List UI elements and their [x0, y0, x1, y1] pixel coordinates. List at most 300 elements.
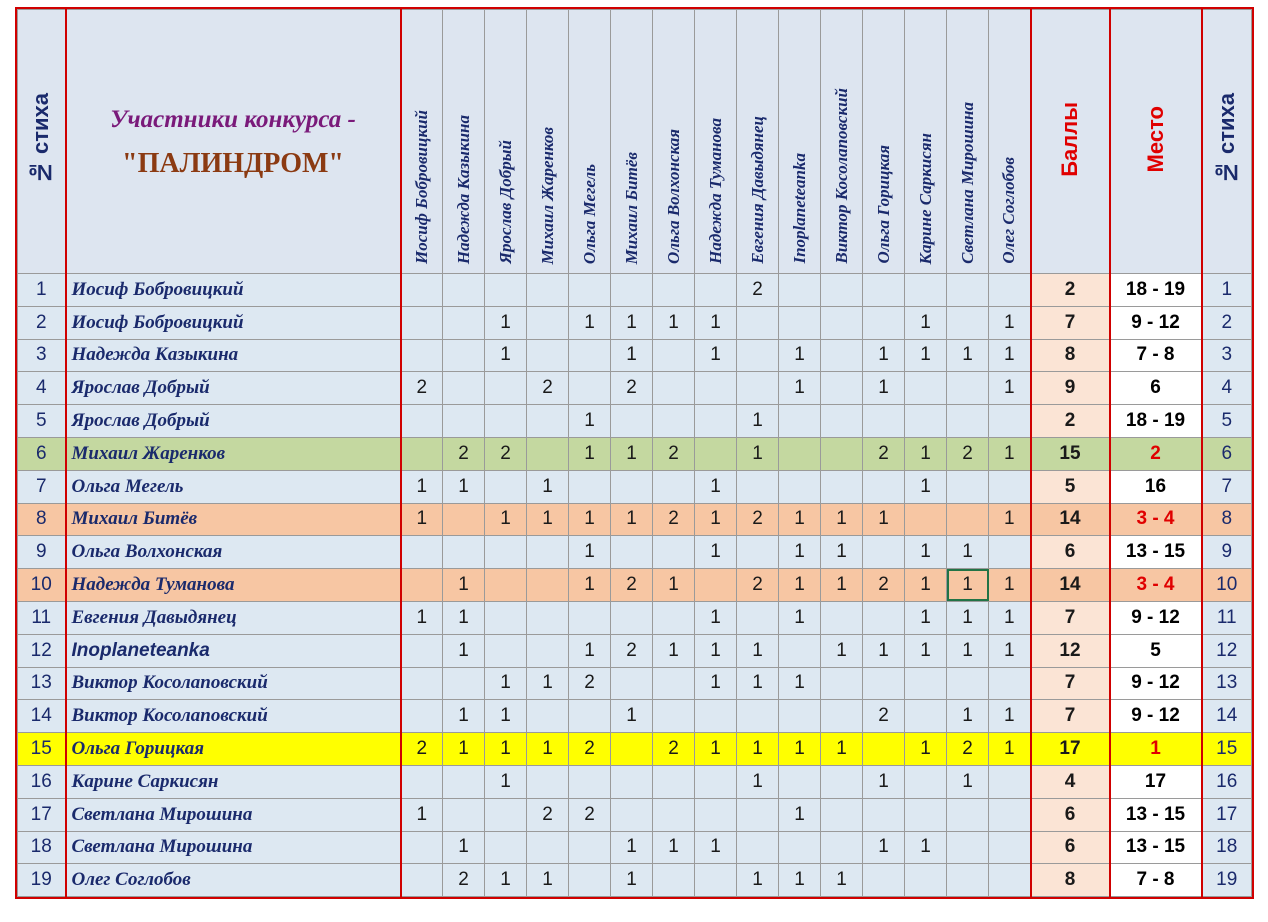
vote-cell[interactable]: [401, 765, 443, 798]
vote-cell[interactable]: 1: [569, 536, 611, 569]
vote-cell[interactable]: [737, 798, 779, 831]
vote-cell[interactable]: 1: [737, 733, 779, 766]
vote-cell[interactable]: [779, 405, 821, 438]
place-cell[interactable]: 9 - 12: [1110, 601, 1202, 634]
vote-cell[interactable]: [527, 437, 569, 470]
participant-name[interactable]: Виктор Косолаповский: [66, 667, 401, 700]
vote-cell[interactable]: 2: [569, 733, 611, 766]
vote-cell[interactable]: 1: [989, 634, 1031, 667]
vote-cell[interactable]: 1: [905, 634, 947, 667]
vote-cell[interactable]: [695, 700, 737, 733]
vote-cell[interactable]: 1: [485, 733, 527, 766]
score-cell[interactable]: 7: [1031, 667, 1110, 700]
poem-number[interactable]: 14: [18, 700, 66, 733]
vote-cell[interactable]: [485, 601, 527, 634]
num-column-header[interactable]: [18, 10, 66, 274]
score-cell[interactable]: 6: [1031, 798, 1110, 831]
vote-cell[interactable]: 1: [821, 536, 863, 569]
place-column-header[interactable]: [1110, 10, 1202, 274]
vote-cell[interactable]: [569, 274, 611, 307]
vote-cell[interactable]: [443, 798, 485, 831]
vote-cell[interactable]: 2: [653, 437, 695, 470]
vote-cell[interactable]: [821, 601, 863, 634]
vote-cell[interactable]: 1: [989, 733, 1031, 766]
vote-cell[interactable]: 1: [695, 733, 737, 766]
juror-header-13[interactable]: [905, 10, 947, 274]
poem-number[interactable]: 13: [18, 667, 66, 700]
place-cell[interactable]: 1: [1110, 733, 1202, 766]
vote-cell[interactable]: 1: [779, 667, 821, 700]
vote-cell[interactable]: [947, 831, 989, 864]
vote-cell[interactable]: [821, 765, 863, 798]
contest-title-cell[interactable]: [66, 10, 401, 274]
vote-cell[interactable]: [905, 372, 947, 405]
vote-cell[interactable]: 1: [947, 339, 989, 372]
vote-cell[interactable]: [611, 601, 653, 634]
vote-cell[interactable]: [569, 601, 611, 634]
vote-cell[interactable]: 2: [863, 700, 905, 733]
vote-cell[interactable]: [989, 470, 1031, 503]
poem-number[interactable]: 8: [18, 503, 66, 536]
vote-cell[interactable]: [569, 700, 611, 733]
vote-cell[interactable]: [527, 601, 569, 634]
juror-header-14[interactable]: [947, 10, 989, 274]
participant-name[interactable]: Надежда Туманова: [66, 569, 401, 602]
vote-cell[interactable]: [527, 405, 569, 438]
vote-cell[interactable]: 1: [737, 864, 779, 897]
vote-cell[interactable]: [569, 339, 611, 372]
vote-cell[interactable]: 1: [443, 634, 485, 667]
vote-cell[interactable]: 1: [737, 405, 779, 438]
poem-number-right[interactable]: 15: [1202, 733, 1252, 766]
vote-cell[interactable]: 1: [821, 569, 863, 602]
vote-cell[interactable]: [401, 634, 443, 667]
vote-cell[interactable]: 1: [989, 569, 1031, 602]
vote-cell[interactable]: 1: [905, 470, 947, 503]
vote-cell[interactable]: [653, 405, 695, 438]
score-cell[interactable]: 8: [1031, 864, 1110, 897]
vote-cell[interactable]: [821, 667, 863, 700]
vote-cell[interactable]: [947, 667, 989, 700]
vote-cell[interactable]: [611, 536, 653, 569]
vote-cell[interactable]: [779, 437, 821, 470]
vote-cell[interactable]: [653, 536, 695, 569]
vote-cell[interactable]: 1: [527, 667, 569, 700]
vote-cell[interactable]: 1: [401, 601, 443, 634]
vote-cell[interactable]: 2: [401, 733, 443, 766]
vote-cell[interactable]: 2: [737, 503, 779, 536]
place-cell[interactable]: 18 - 19: [1110, 274, 1202, 307]
vote-cell[interactable]: 1: [401, 470, 443, 503]
vote-cell[interactable]: 1: [821, 864, 863, 897]
vote-cell[interactable]: 1: [863, 634, 905, 667]
vote-cell[interactable]: [737, 831, 779, 864]
vote-cell[interactable]: [401, 569, 443, 602]
score-cell[interactable]: 7: [1031, 306, 1110, 339]
place-cell[interactable]: 2: [1110, 437, 1202, 470]
vote-cell[interactable]: 2: [443, 437, 485, 470]
vote-cell[interactable]: [779, 634, 821, 667]
poem-number[interactable]: 1: [18, 274, 66, 307]
vote-cell[interactable]: 1: [695, 306, 737, 339]
vote-cell[interactable]: [695, 405, 737, 438]
vote-cell[interactable]: 2: [443, 864, 485, 897]
vote-cell[interactable]: [401, 831, 443, 864]
juror-header-12[interactable]: [863, 10, 905, 274]
poem-number-right[interactable]: 12: [1202, 634, 1252, 667]
vote-cell[interactable]: 1: [611, 700, 653, 733]
vote-cell[interactable]: [443, 274, 485, 307]
vote-cell[interactable]: [611, 274, 653, 307]
vote-cell[interactable]: 2: [947, 437, 989, 470]
vote-cell[interactable]: [863, 405, 905, 438]
vote-cell[interactable]: [905, 503, 947, 536]
vote-cell[interactable]: [569, 864, 611, 897]
vote-cell[interactable]: [527, 634, 569, 667]
vote-cell[interactable]: [821, 798, 863, 831]
vote-cell[interactable]: 1: [695, 601, 737, 634]
vote-cell[interactable]: 1: [989, 339, 1031, 372]
place-cell[interactable]: 18 - 19: [1110, 405, 1202, 438]
score-cell[interactable]: 9: [1031, 372, 1110, 405]
vote-cell[interactable]: [947, 798, 989, 831]
participant-name[interactable]: Ольга Горицкая: [66, 733, 401, 766]
vote-cell[interactable]: [653, 339, 695, 372]
score-cell[interactable]: 15: [1031, 437, 1110, 470]
place-cell[interactable]: 9 - 12: [1110, 306, 1202, 339]
vote-cell[interactable]: [821, 700, 863, 733]
vote-cell[interactable]: [989, 864, 1031, 897]
vote-cell[interactable]: [401, 437, 443, 470]
vote-cell[interactable]: [401, 405, 443, 438]
vote-cell[interactable]: [401, 536, 443, 569]
vote-cell[interactable]: 1: [905, 536, 947, 569]
vote-cell[interactable]: 1: [989, 601, 1031, 634]
vote-cell[interactable]: 1: [779, 798, 821, 831]
vote-cell[interactable]: 1: [779, 864, 821, 897]
vote-cell[interactable]: [989, 798, 1031, 831]
vote-cell[interactable]: [653, 470, 695, 503]
vote-cell[interactable]: 1: [653, 569, 695, 602]
score-cell[interactable]: 2: [1031, 274, 1110, 307]
vote-cell[interactable]: 1: [821, 503, 863, 536]
vote-cell[interactable]: 2: [527, 798, 569, 831]
poem-number[interactable]: 2: [18, 306, 66, 339]
vote-cell[interactable]: 1: [863, 372, 905, 405]
vote-cell[interactable]: 2: [611, 634, 653, 667]
juror-header-6[interactable]: [611, 10, 653, 274]
vote-cell[interactable]: 1: [401, 798, 443, 831]
place-cell[interactable]: 13 - 15: [1110, 798, 1202, 831]
poem-number-right[interactable]: 19: [1202, 864, 1252, 897]
vote-cell[interactable]: [527, 831, 569, 864]
vote-cell[interactable]: 1: [695, 831, 737, 864]
vote-cell[interactable]: [653, 601, 695, 634]
poem-number-right[interactable]: 6: [1202, 437, 1252, 470]
vote-cell[interactable]: [989, 667, 1031, 700]
vote-cell[interactable]: 2: [527, 372, 569, 405]
vote-cell[interactable]: 2: [485, 437, 527, 470]
vote-cell[interactable]: [569, 765, 611, 798]
vote-cell[interactable]: 1: [569, 503, 611, 536]
juror-header-11[interactable]: [821, 10, 863, 274]
place-cell[interactable]: 7 - 8: [1110, 864, 1202, 897]
vote-cell[interactable]: [989, 405, 1031, 438]
vote-cell[interactable]: 1: [989, 503, 1031, 536]
participant-name[interactable]: Inoplaneteanka: [66, 634, 401, 667]
vote-cell[interactable]: 1: [611, 864, 653, 897]
vote-cell[interactable]: [443, 339, 485, 372]
score-cell[interactable]: 17: [1031, 733, 1110, 766]
poem-number-right[interactable]: 16: [1202, 765, 1252, 798]
participant-name[interactable]: Ольга Волхонская: [66, 536, 401, 569]
place-cell[interactable]: 9 - 12: [1110, 667, 1202, 700]
vote-cell[interactable]: 1: [443, 470, 485, 503]
poem-number-right[interactable]: 7: [1202, 470, 1252, 503]
place-cell[interactable]: 17: [1110, 765, 1202, 798]
vote-cell[interactable]: 1: [569, 569, 611, 602]
participant-name[interactable]: Ярослав Добрый: [66, 405, 401, 438]
vote-cell[interactable]: [863, 306, 905, 339]
vote-cell[interactable]: 1: [695, 339, 737, 372]
poem-number[interactable]: 9: [18, 536, 66, 569]
poem-number-right[interactable]: 5: [1202, 405, 1252, 438]
participant-name[interactable]: Надежда Казыкина: [66, 339, 401, 372]
vote-cell[interactable]: [485, 372, 527, 405]
poem-number-right[interactable]: 13: [1202, 667, 1252, 700]
vote-cell[interactable]: [443, 765, 485, 798]
vote-cell[interactable]: 1: [779, 601, 821, 634]
poem-number[interactable]: 5: [18, 405, 66, 438]
vote-cell[interactable]: 1: [611, 339, 653, 372]
juror-header-9[interactable]: [737, 10, 779, 274]
vote-cell[interactable]: 1: [905, 831, 947, 864]
score-cell[interactable]: 6: [1031, 831, 1110, 864]
poem-number[interactable]: 12: [18, 634, 66, 667]
vote-cell[interactable]: 1: [821, 634, 863, 667]
vote-cell[interactable]: [737, 372, 779, 405]
vote-cell[interactable]: 1: [905, 733, 947, 766]
juror-header-3[interactable]: [485, 10, 527, 274]
vote-cell[interactable]: 1: [485, 339, 527, 372]
vote-cell[interactable]: [485, 470, 527, 503]
participant-name[interactable]: Михаил Битёв: [66, 503, 401, 536]
juror-header-7[interactable]: [653, 10, 695, 274]
vote-cell[interactable]: 2: [863, 437, 905, 470]
vote-cell[interactable]: [821, 372, 863, 405]
vote-cell[interactable]: [653, 372, 695, 405]
vote-cell[interactable]: [527, 339, 569, 372]
juror-header-8[interactable]: [695, 10, 737, 274]
vote-cell[interactable]: [905, 864, 947, 897]
participant-name[interactable]: Евгения Давыдянец: [66, 601, 401, 634]
vote-cell[interactable]: 1: [485, 700, 527, 733]
vote-cell[interactable]: 1: [779, 503, 821, 536]
place-cell[interactable]: 16: [1110, 470, 1202, 503]
vote-cell[interactable]: [611, 733, 653, 766]
vote-cell[interactable]: 1: [653, 306, 695, 339]
score-column-header[interactable]: [1031, 10, 1110, 274]
vote-cell[interactable]: 1: [527, 470, 569, 503]
vote-cell[interactable]: [779, 274, 821, 307]
vote-cell[interactable]: 1: [863, 503, 905, 536]
vote-cell[interactable]: 1: [779, 372, 821, 405]
score-cell[interactable]: 8: [1031, 339, 1110, 372]
place-cell[interactable]: 9 - 12: [1110, 700, 1202, 733]
vote-cell[interactable]: 1: [737, 437, 779, 470]
place-cell[interactable]: 3 - 4: [1110, 503, 1202, 536]
participant-name[interactable]: Светлана Мирошина: [66, 798, 401, 831]
num-column-header-right[interactable]: [1202, 10, 1252, 274]
vote-cell[interactable]: [737, 339, 779, 372]
vote-cell[interactable]: 1: [569, 634, 611, 667]
poem-number[interactable]: 18: [18, 831, 66, 864]
vote-cell[interactable]: [611, 667, 653, 700]
juror-header-2[interactable]: [443, 10, 485, 274]
vote-cell[interactable]: [863, 536, 905, 569]
vote-cell[interactable]: [401, 274, 443, 307]
vote-cell[interactable]: 1: [695, 470, 737, 503]
vote-cell[interactable]: 1: [779, 569, 821, 602]
juror-header-1[interactable]: [401, 10, 443, 274]
vote-cell[interactable]: 1: [569, 437, 611, 470]
vote-cell[interactable]: [653, 765, 695, 798]
vote-cell[interactable]: [695, 798, 737, 831]
vote-cell[interactable]: 1: [947, 569, 989, 602]
vote-cell[interactable]: [695, 765, 737, 798]
participant-name[interactable]: Олег Соглобов: [66, 864, 401, 897]
vote-cell[interactable]: 1: [527, 733, 569, 766]
vote-cell[interactable]: 1: [863, 339, 905, 372]
vote-cell[interactable]: 1: [905, 601, 947, 634]
poem-number[interactable]: 10: [18, 569, 66, 602]
score-cell[interactable]: 4: [1031, 765, 1110, 798]
vote-cell[interactable]: [443, 503, 485, 536]
vote-cell[interactable]: 1: [401, 503, 443, 536]
vote-cell[interactable]: 2: [737, 569, 779, 602]
vote-cell[interactable]: 1: [695, 667, 737, 700]
vote-cell[interactable]: 2: [401, 372, 443, 405]
vote-cell[interactable]: 2: [653, 733, 695, 766]
vote-cell[interactable]: 1: [485, 306, 527, 339]
vote-cell[interactable]: [569, 831, 611, 864]
vote-cell[interactable]: 1: [947, 536, 989, 569]
score-cell[interactable]: 14: [1031, 503, 1110, 536]
juror-header-4[interactable]: [527, 10, 569, 274]
vote-cell[interactable]: [947, 470, 989, 503]
vote-cell[interactable]: [863, 864, 905, 897]
score-cell[interactable]: 6: [1031, 536, 1110, 569]
vote-cell[interactable]: 2: [569, 667, 611, 700]
juror-header-10[interactable]: [779, 10, 821, 274]
vote-cell[interactable]: 1: [485, 765, 527, 798]
vote-cell[interactable]: [779, 765, 821, 798]
vote-cell[interactable]: [401, 306, 443, 339]
vote-cell[interactable]: 1: [989, 700, 1031, 733]
vote-cell[interactable]: 1: [821, 733, 863, 766]
vote-cell[interactable]: [695, 372, 737, 405]
vote-cell[interactable]: 1: [611, 306, 653, 339]
vote-cell[interactable]: [401, 667, 443, 700]
vote-cell[interactable]: [905, 700, 947, 733]
vote-cell[interactable]: 1: [779, 536, 821, 569]
vote-cell[interactable]: 1: [485, 667, 527, 700]
vote-cell[interactable]: [443, 306, 485, 339]
vote-cell[interactable]: 2: [737, 274, 779, 307]
vote-cell[interactable]: [653, 864, 695, 897]
poem-number[interactable]: 17: [18, 798, 66, 831]
vote-cell[interactable]: [821, 306, 863, 339]
poem-number-right[interactable]: 11: [1202, 601, 1252, 634]
poem-number-right[interactable]: 17: [1202, 798, 1252, 831]
participant-name[interactable]: Ольга Мегель: [66, 470, 401, 503]
place-cell[interactable]: 6: [1110, 372, 1202, 405]
vote-cell[interactable]: 1: [989, 372, 1031, 405]
poem-number-right[interactable]: 1: [1202, 274, 1252, 307]
score-cell[interactable]: 14: [1031, 569, 1110, 602]
vote-cell[interactable]: 1: [695, 536, 737, 569]
vote-cell[interactable]: [821, 437, 863, 470]
vote-cell[interactable]: [485, 569, 527, 602]
vote-cell[interactable]: [401, 864, 443, 897]
vote-cell[interactable]: [695, 437, 737, 470]
vote-cell[interactable]: [989, 765, 1031, 798]
participant-name[interactable]: Виктор Косолаповский: [66, 700, 401, 733]
vote-cell[interactable]: [821, 274, 863, 307]
vote-cell[interactable]: 1: [905, 437, 947, 470]
vote-cell[interactable]: [989, 831, 1031, 864]
vote-cell[interactable]: [863, 798, 905, 831]
vote-cell[interactable]: [611, 470, 653, 503]
vote-cell[interactable]: 1: [905, 339, 947, 372]
vote-cell[interactable]: [653, 667, 695, 700]
vote-cell[interactable]: [821, 339, 863, 372]
vote-cell[interactable]: 1: [653, 634, 695, 667]
vote-cell[interactable]: [989, 274, 1031, 307]
vote-cell[interactable]: 1: [569, 405, 611, 438]
vote-cell[interactable]: [569, 470, 611, 503]
vote-cell[interactable]: [863, 667, 905, 700]
vote-cell[interactable]: [443, 536, 485, 569]
vote-cell[interactable]: 1: [653, 831, 695, 864]
score-cell[interactable]: 7: [1031, 700, 1110, 733]
vote-cell[interactable]: 1: [989, 437, 1031, 470]
vote-cell[interactable]: [401, 339, 443, 372]
juror-header-5[interactable]: [569, 10, 611, 274]
vote-cell[interactable]: [947, 372, 989, 405]
vote-cell[interactable]: 1: [527, 864, 569, 897]
vote-cell[interactable]: 1: [989, 306, 1031, 339]
vote-cell[interactable]: [821, 831, 863, 864]
poem-number-right[interactable]: 14: [1202, 700, 1252, 733]
vote-cell[interactable]: [527, 536, 569, 569]
poem-number[interactable]: 16: [18, 765, 66, 798]
poem-number-right[interactable]: 9: [1202, 536, 1252, 569]
vote-cell[interactable]: [737, 700, 779, 733]
vote-cell[interactable]: 1: [695, 503, 737, 536]
vote-cell[interactable]: 1: [443, 733, 485, 766]
poem-number-right[interactable]: 8: [1202, 503, 1252, 536]
poem-number[interactable]: 11: [18, 601, 66, 634]
vote-cell[interactable]: [821, 405, 863, 438]
vote-cell[interactable]: [485, 405, 527, 438]
vote-cell[interactable]: [485, 831, 527, 864]
vote-cell[interactable]: [821, 470, 863, 503]
poem-number-right[interactable]: 3: [1202, 339, 1252, 372]
vote-cell[interactable]: [695, 274, 737, 307]
vote-cell[interactable]: [905, 765, 947, 798]
vote-cell[interactable]: [779, 831, 821, 864]
